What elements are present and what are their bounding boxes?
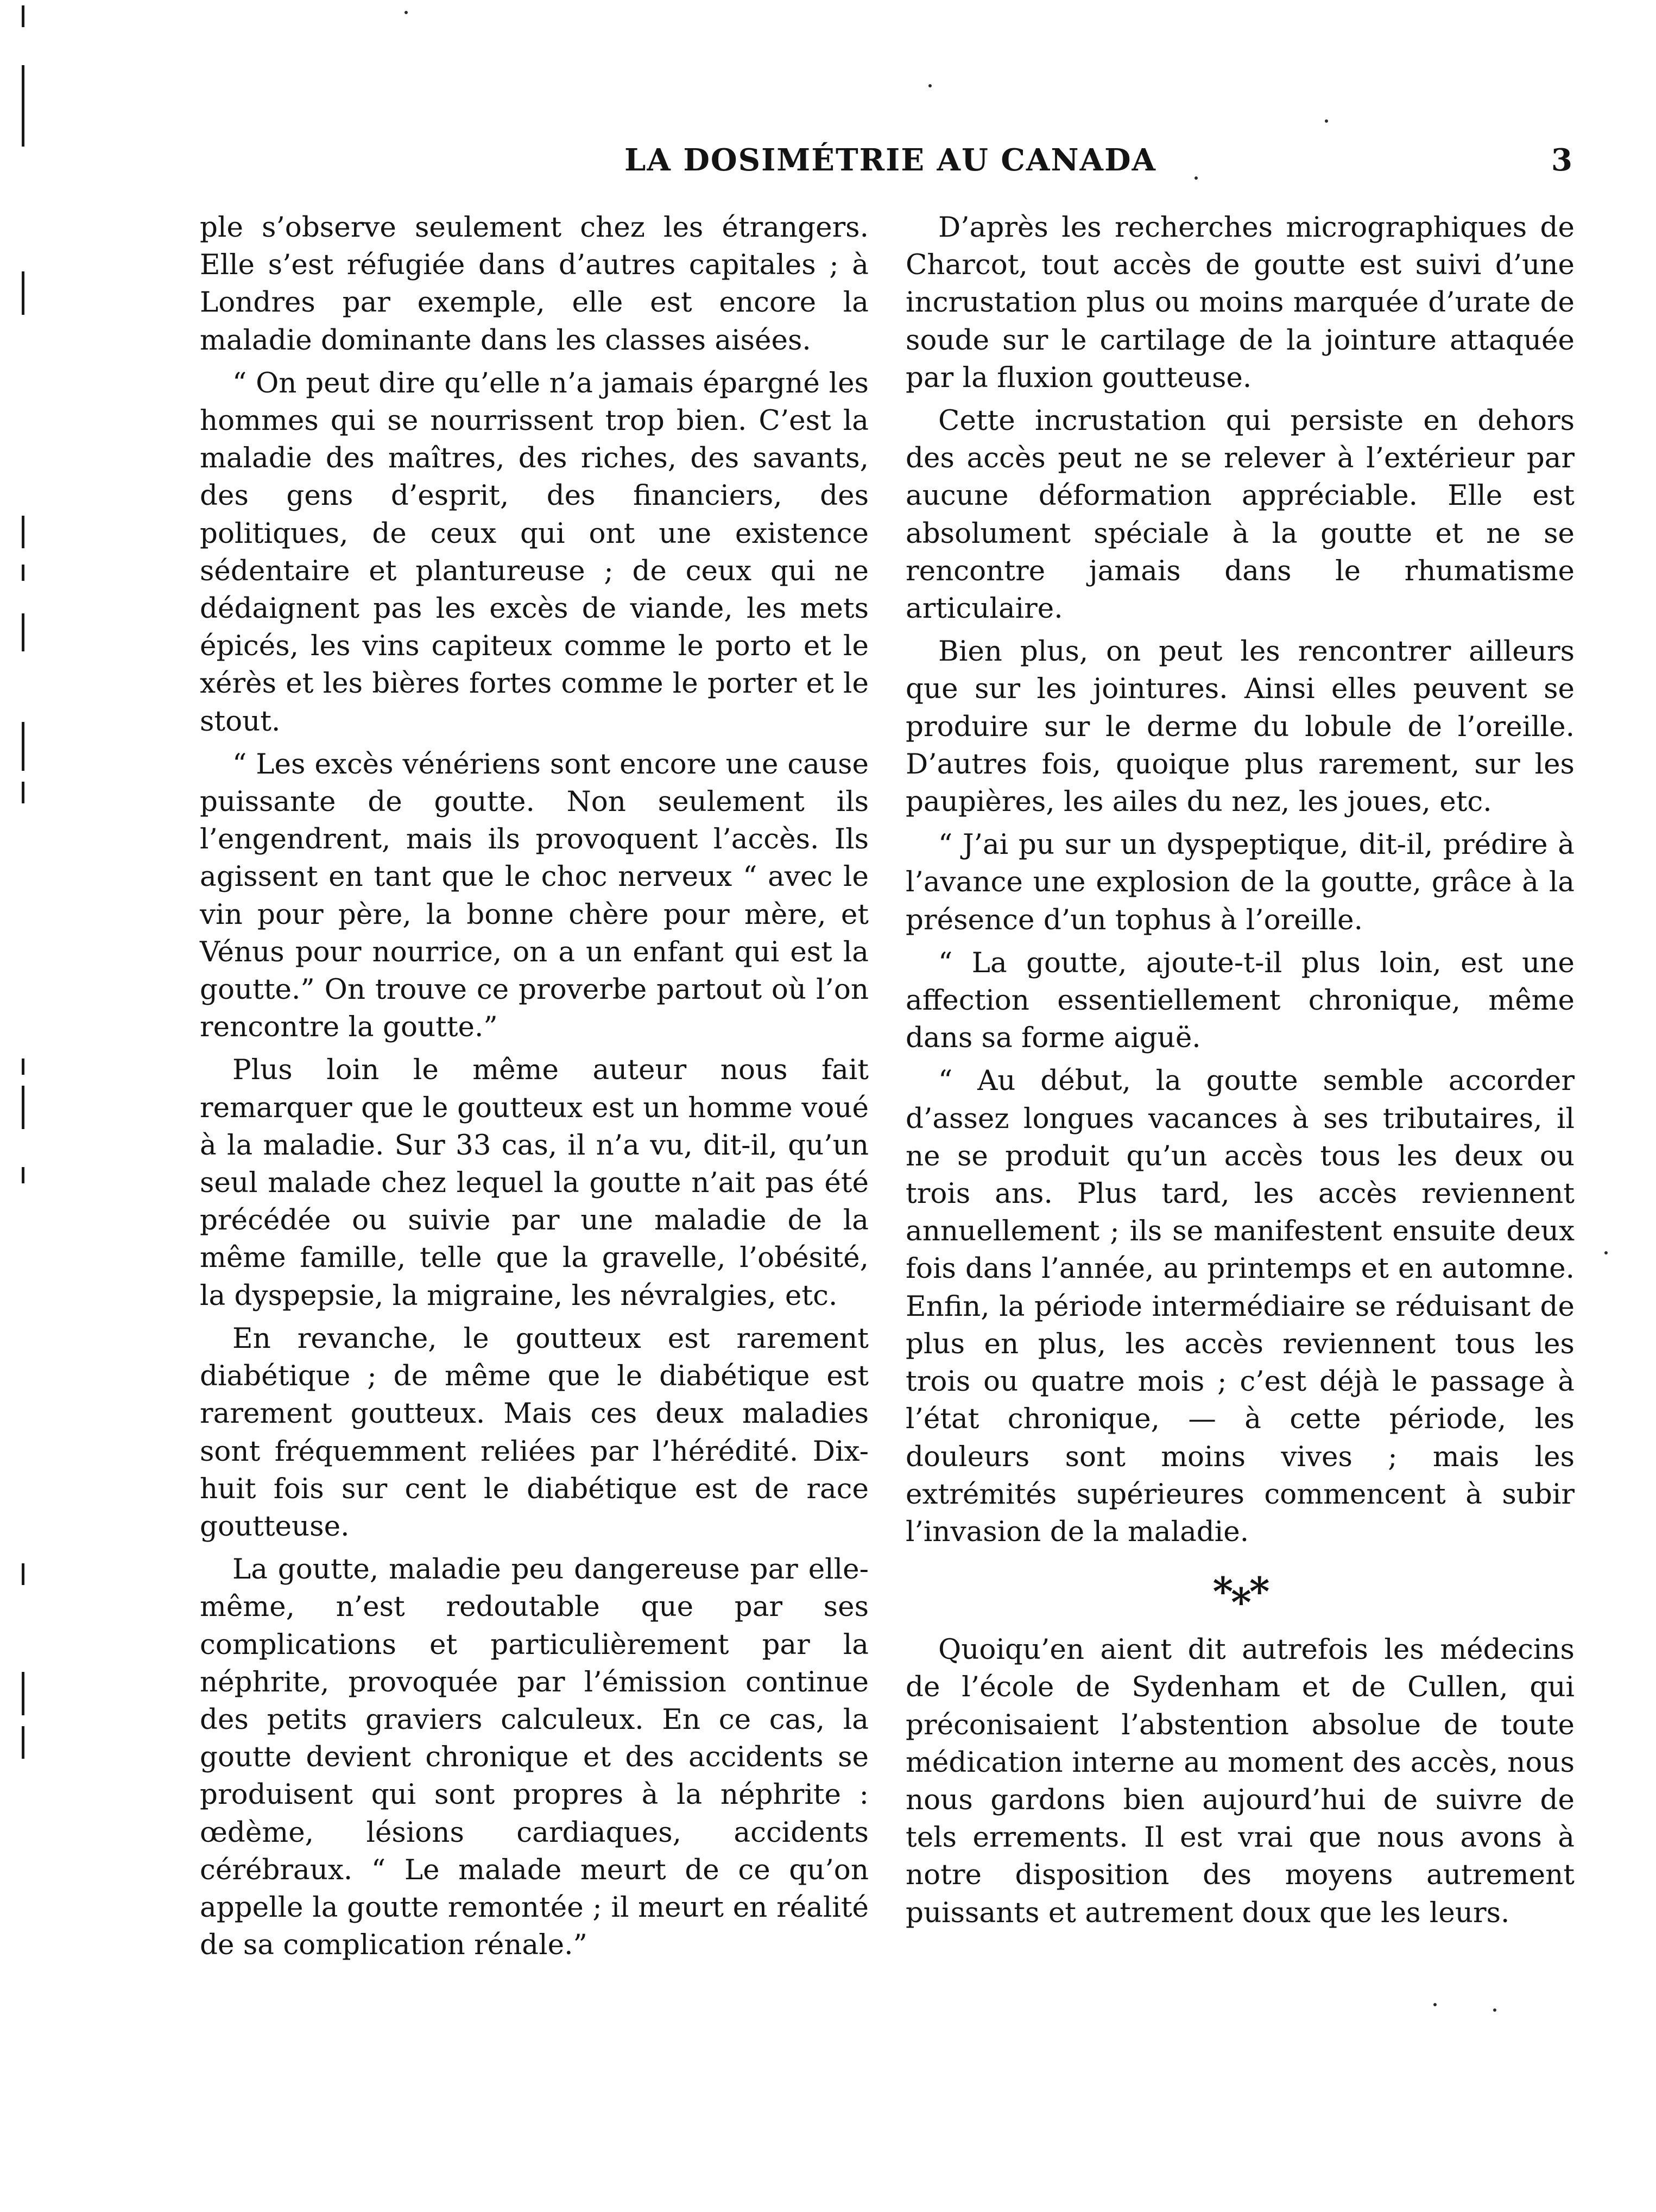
scan-mark	[22, 782, 24, 803]
paragraph: La goutte, maladie peu dangereuse par elle-même, n’est redoutable que par ses complications et particulièrement par la néphrite, provoquée par l’émission continue des petits graviers calculeux. En ce cas, la goutte devient chronique et des accidents se produisent qui sont propres à la néphrite : œdème, lésions cardiaques, accidents cérébraux. “ Le malade meurt de ce qu’on appelle la goutte remontée ; il meurt en réalité de sa complication rénale.”	[200, 1553, 869, 1962]
paragraph: En revanche, le goutteux est rarement diabétique ; de même que le diabétique est rarement goutteux. Mais ces deux maladies sont fréquemment reliées par l’hérédité. Dix-huit fois sur cent le diabétique est de race goutteuse.	[200, 1322, 869, 1543]
scan-mark	[22, 1167, 24, 1183]
scan-speck	[1325, 119, 1328, 123]
scan-mark	[22, 1563, 24, 1585]
paragraph: Plus loin le même auteur nous fait remarquer que le goutteux est un homme voué à la maladie. Sur 33 cas, il n’a vu, dit-il, qu’un seul malade chez lequel la goutte n’ait pas été précédée ou suivie par une maladie de la même famille, telle que la gravelle, l’obésité, la dyspepsie, la migraine, les névralgies, etc.	[200, 1054, 869, 1312]
scan-speck	[928, 84, 932, 87]
scan-mark	[22, 1059, 24, 1075]
scan-speck	[404, 11, 408, 14]
scan-speck	[1433, 2003, 1437, 2006]
paragraph: D’après les recherches micrographiques de Charcot, tout accès de goutte est suivi d’une incrustation plus ou moins marquée d’urate de soude sur le cartilage de la jointure attaquée par la fluxion goutteuse.	[906, 211, 1575, 394]
paragraph: “ La goutte, ajoute-t-il plus loin, est une affection essentiellement chronique, même dans sa forme aiguë.	[906, 946, 1575, 1055]
scan-mark	[22, 722, 24, 771]
scan-mark	[22, 1086, 24, 1129]
paragraph: Quoiqu’en aient dit autrefois les médecins de l’école de Sydenham et de Cullen, qui préconisaient l’abstention absolue de toute médication interne au moment des accès, nous nous gardons bien aujourd’hui de suivre de tels errements. Il est vrai que nous avons à notre disposition des moyens autrement puissants et autrement doux que les leurs.	[906, 1633, 1575, 1929]
scan-speck	[1604, 1251, 1608, 1254]
paragraph: “ On peut dire qu’elle n’a jamais épargné les hommes qui se nourrissent trop bien. C’est la maladie des maîtres, des riches, des savants, des gens d’esprit, des financiers, des politiques, de ceux qui ont une existence sédentaire et plantureuse ; de ceux qui ne dédaignent pas les excès de viande, les mets épicés, les vins capiteux comme le porto et le xérès et les bières fortes comme le porter et le stout.	[200, 366, 869, 738]
scan-mark	[22, 65, 24, 147]
scan-mark	[22, 613, 24, 651]
scan-mark	[22, 271, 24, 315]
right-column	[906, 209, 1575, 1937]
page-number: 3	[1551, 142, 1572, 178]
paragraph: ple s’observe seulement chez les étrangers. Elle s’est réfugiée dans d’autres capitales ; à Londres par exemple, elle est encore la maladie dominante dans les classes aisées.	[200, 211, 869, 357]
scan-speck	[1493, 2008, 1496, 2012]
scan-mark	[22, 565, 24, 581]
section-break-asterism: *⁎*	[1212, 1568, 1268, 1615]
running-title: LA DOSIMÉTRIE AU CANADA	[624, 142, 1157, 178]
page-header	[179, 142, 1591, 186]
paragraph: “ J’ai pu sur un dyspeptique, dit-il, prédire à l’avance une explosion de la goutte, grâce à la présence d’un tophus à l’oreille.	[906, 828, 1575, 936]
scan-mark	[22, 1672, 24, 1715]
left-column	[200, 209, 869, 1969]
paragraph: “ Au début, la goutte semble accorder d’assez longues vacances à ses tributaires, il ne se produit qu’un accès tous les deux ou trois ans. Plus tard, les accès reviennent annuellement ; ils se manifestent ensuite deux fois dans l’année, au printemps et en automne. Enfin, la période intermédiaire se réduisant de plus en plus, les accès reviennent tous les trois ou quatre mois ; c’est déjà le passage à l’état chronique, — à cette période, les douleurs sont moins vives ; mais les extrémités supérieures commencent à subir l’invasion de la maladie.	[906, 1064, 1575, 1548]
paragraph: Cette incrustation qui persiste en dehors des accès peut ne se relever à l’extérieur par aucune déformation appréciable. Elle est absolument spéciale à la goutte et ne se rencontre jamais dans le rhumatisme articulaire.	[906, 404, 1575, 625]
scan-mark	[22, 5, 24, 27]
scan-margin-marks	[16, 0, 38, 2212]
paragraph: “ Les excès vénériens sont encore une cause puissante de goutte. Non seulement ils l’engendrent, mais ils provoquent l’accès. Ils agissent en tant que le choc nerveux “ avec le vin pour père, la bonne chère pour mère, et Vénus pour nourrice, on a un enfant qui est la goutte.” On trouve ce proverbe partout où l’on rencontre la goutte.”	[200, 747, 869, 1044]
paragraph: Bien plus, on peut les rencontrer ailleurs que sur les jointures. Ainsi elles peuvent se produire sur le derme du lobule de l’oreille. D’autres fois, quoique plus rarement, sur les paupières, les ailes du nez, les joues, etc.	[906, 635, 1575, 819]
scan-mark	[22, 1726, 24, 1759]
scan-mark	[22, 516, 24, 548]
